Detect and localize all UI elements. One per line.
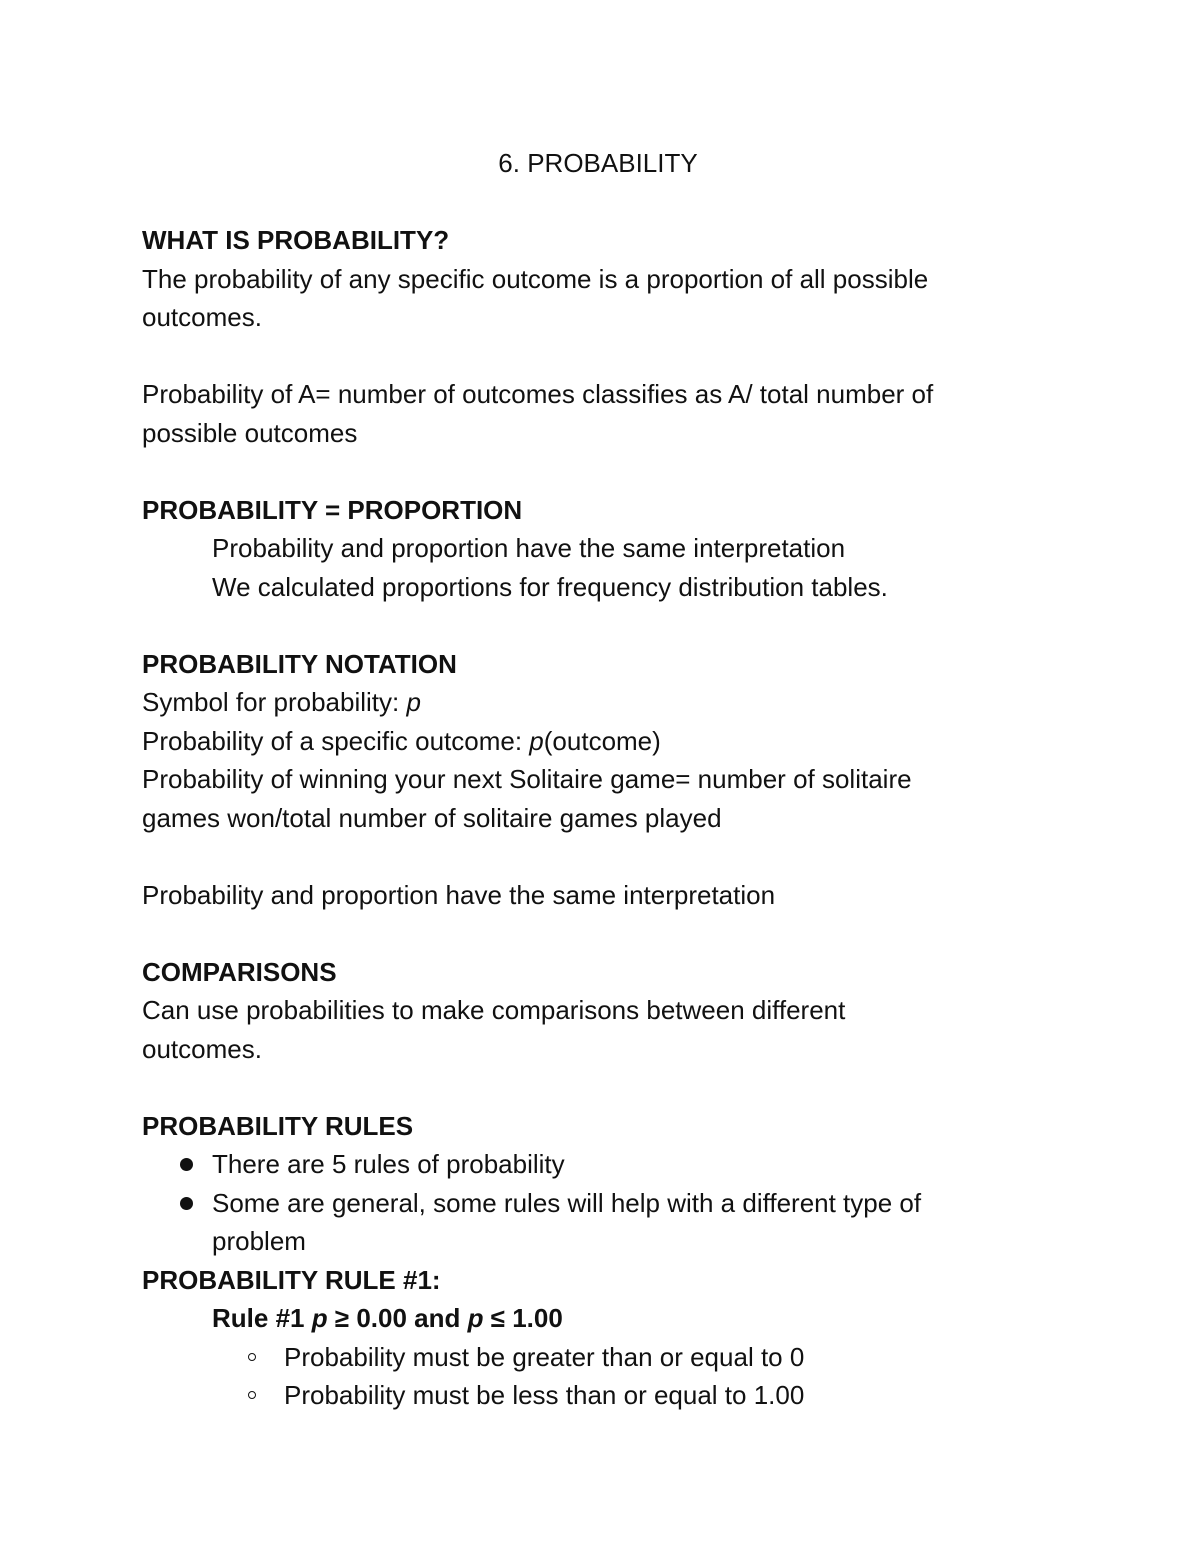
italic-p: p: [311, 1303, 328, 1333]
document-body: [142, 144, 1042, 1415]
text-line: [142, 683, 1042, 722]
bullet-icon: [180, 1158, 193, 1171]
heading-what-is-probability: WHAT IS PROBABILITY?: [142, 225, 450, 255]
text-span: ≤ 1.00: [483, 1303, 563, 1333]
text-span: Rule #1: [212, 1303, 312, 1333]
spacer: [142, 837, 1042, 876]
hollow-bullet-icon: [248, 1353, 256, 1361]
text-line: possible outcomes: [142, 417, 358, 448]
indented-line: We calculated proportions for frequency distribution tables.: [212, 571, 888, 602]
list-item: [142, 1184, 1042, 1261]
spacer: [142, 606, 1042, 645]
list-item-text: problem: [212, 1226, 306, 1256]
heading-comparisons: COMPARISONS: [142, 956, 337, 987]
list-item-text: Some are general, some rules will help with a different type of: [212, 1187, 922, 1218]
text-line: Probability of A= number of outcomes classifies as A/ total number of: [142, 379, 934, 409]
list-item-text: Probability must be less than or equal to 1.00: [284, 1380, 805, 1410]
italic-p: p: [406, 687, 421, 717]
text-line: outcomes.: [142, 302, 262, 332]
text-line: [142, 722, 1042, 761]
heading-probability-notation: PROBABILITY NOTATION: [142, 648, 457, 679]
text-span: ≥ 0.00 and: [327, 1303, 468, 1333]
sub-bullet-list: [142, 1338, 1042, 1415]
list-item: [142, 1376, 1042, 1415]
text-line: The probability of any specific outcome is a proportion of all possible: [142, 263, 929, 294]
spacer: [142, 1068, 1042, 1107]
text-line: outcomes.: [142, 1033, 262, 1064]
heading-probability-proportion: PROBABILITY = PROPORTION: [142, 494, 523, 525]
text-line: games won/total number of solitaire games played: [142, 802, 722, 833]
page-title: 6. PROBABILITY: [498, 148, 698, 178]
text-span: (outcome): [543, 725, 661, 756]
bullet-list: [142, 1145, 1042, 1261]
text-line: Probability and proportion have the same interpretation: [142, 879, 776, 910]
text-span: Probability of a specific outcome:: [142, 725, 530, 756]
list-item-text: There are 5 rules of probability: [212, 1149, 565, 1179]
text-line: Can use probabilities to make comparisons between different: [142, 995, 846, 1025]
spacer: [142, 183, 1042, 222]
spacer: [142, 337, 1042, 376]
italic-p: p: [529, 725, 544, 756]
indented-line: Probability and proportion have the same interpretation: [212, 533, 846, 563]
rule-1-statement: [142, 1299, 1042, 1338]
list-item: [142, 1145, 1042, 1184]
hollow-bullet-icon: [248, 1391, 256, 1399]
spacer: [142, 452, 1042, 491]
bullet-icon: [180, 1197, 193, 1210]
text-line: Probability of winning your next Solitaire game= number of solitaire: [142, 764, 912, 794]
list-item: [142, 1338, 1042, 1377]
heading-probability-rules: PROBABILITY RULES: [142, 1110, 414, 1141]
list-item-text: Probability must be greater than or equal to 0: [284, 1341, 805, 1372]
heading-probability-rule-1: PROBABILITY RULE #1:: [142, 1264, 441, 1295]
text-span: Symbol for probability:: [142, 687, 407, 717]
spacer: [142, 914, 1042, 953]
italic-p: p: [467, 1303, 484, 1333]
